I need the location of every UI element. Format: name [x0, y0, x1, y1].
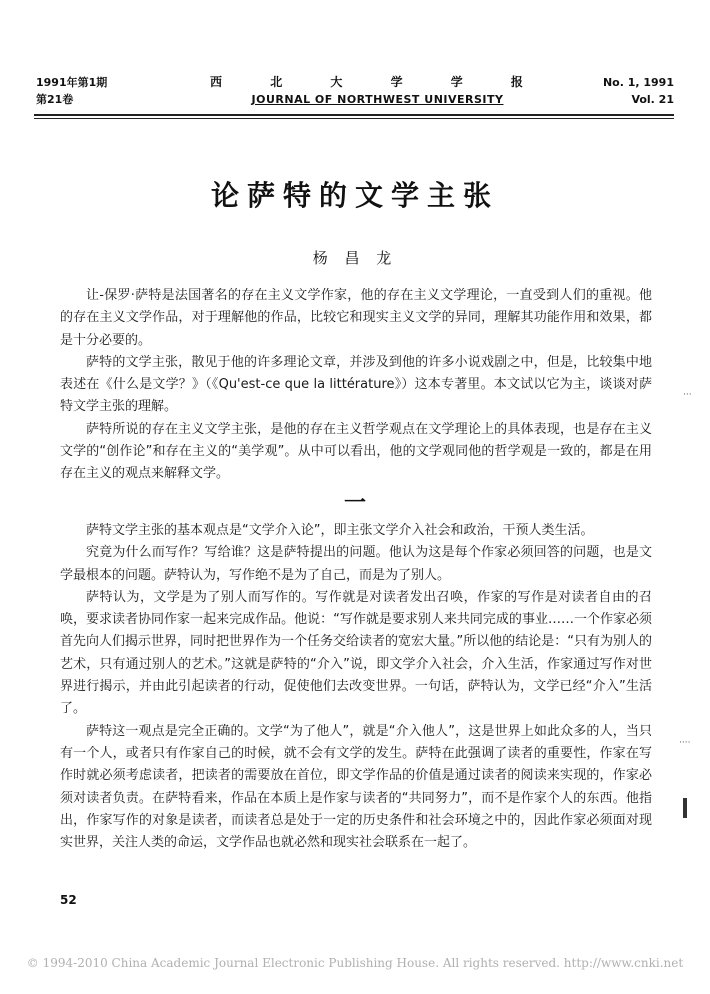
header-issue-cn: 1991年第1期 [36, 76, 108, 89]
journal-name-en: JOURNAL OF NORTHWEST UNIVERSITY [251, 93, 504, 106]
margin-bar [683, 798, 687, 818]
margin-mark: ···· [679, 738, 691, 748]
body-paragraph: 萨特这一观点是完全正确的。文学“为了他人”，就是“介入他人”，这是世界上如此众多的人，当只有一个人，或者只有作家自己的时候，就不会有文学的发生。萨特在此强调了读者的重要性，作家在写作时就必须考虑读者，把读者的需要放在首位，即文学作品的价值是通过读者的阅读来实现的，作家必须对读者负责。在萨特看来，作品在本质上是作家与读者的“共同努力”，而不是作家个人的东西。他指出，作家写作的对象是读者，而读者总是处于一定的历史条件和社会环境之中的，因此作家必须面对现实世界，关注人类的命运，文学作品也就必然和现实社会联系在一起了。 [60, 723, 652, 851]
journal-header [36, 70, 674, 110]
header-rule [34, 114, 674, 116]
copyright-footer: © 1994-2010 China Academic Journal Electronic Publishing House. All rights reserved. http://www.cnki.net [26, 956, 684, 970]
section-one [60, 520, 652, 854]
header-issue-info-en [603, 74, 674, 108]
margin-mark: ··· [683, 390, 692, 400]
header-volume-cn: 第21卷 [36, 93, 74, 106]
body-paragraph: 萨特的文学主张，散见于他的许多理论文章，并涉及到他的许多小说戏剧之中，但是，比较集中地表述在《什么是文学？》（《Qu'est-ce que la littérature》）这本专著里。本文试以它为主，谈谈对萨特文学主张的理解。 [60, 354, 652, 415]
body-paragraph: 让-保罗·萨特是法国著名的存在主义文学作家，他的存在主义文学理论，一直受到人们的重视。他的存在主义文学作品，对于理解他的作品，比较它和现实主义文学的异同，理解其功能作用和效果，都是十分必要的。 [60, 288, 652, 348]
body-paragraph: 萨特认为，文学是为了别人而写作的。写作就是对读者发出召唤，作家的写作是对读者自由的召唤，要求读者协同作家一起来完成作品。他说：“写作就是要求别人来共同完成的事业……一个作家必须首先向人们揭示世界，同时把世界作为一个任务交给读者的宽宏大量。”所以他的结论是：“只有为别人的艺术，只有通过别人的艺术。”这就是萨特的“介入”说，即文学介入社会，介入生活，作家通过写作对世界进行揭示，并由此引起读者的行动，促使他们去改变世界。一句话，萨特认为，文学已经“介入”生活了。 [60, 589, 652, 717]
header-issue-info [36, 74, 107, 108]
body-paragraph: 究竟为什么而写作？写给谁？这是萨特提出的问题。他认为这是每个作家必须回答的问题，也是文学最根本的问题。萨特认为，写作绝不是为了自己，而是为了别人。 [60, 545, 652, 583]
header-rule-thin [34, 118, 674, 119]
article-author: 杨 昌 龙 [312, 249, 398, 267]
header-volume-en: Vol. 21 [631, 93, 674, 106]
body-paragraph: 萨特文学主张的基本观点是“文学介入论”，即主张文学介入社会和政治，干预人类生活。 [86, 523, 594, 538]
article-title: 论萨特的文学主张 [210, 179, 499, 212]
journal-name-cn: 西 北 大 学 学 报 [210, 75, 545, 89]
section-number: 一 [343, 491, 366, 516]
page-number: 52 [60, 893, 77, 907]
header-journal-name [191, 74, 564, 108]
body-paragraph: 萨特所说的存在主义文学主张，是他的存在主义哲学观点在文学理论上的具体表现，也是存在主义文学的“创作论”和存在主义的“美学观”。从中可以看出，他的文学观同他的哲学观是一致的，都是在用存在主义的观点来解释文学。 [60, 421, 652, 482]
header-issue-en: No. 1, 1991 [602, 76, 674, 89]
intro-section [60, 285, 652, 486]
